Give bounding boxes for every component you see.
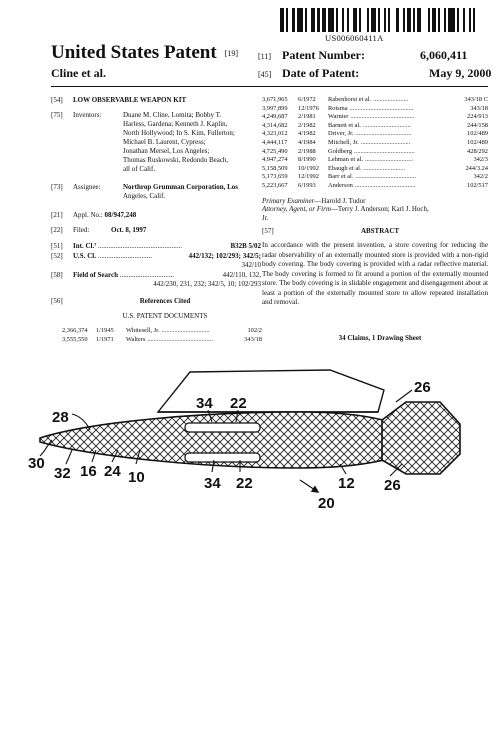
label-28: 28 bbox=[52, 409, 69, 426]
reference-date: 2/1982 bbox=[298, 121, 316, 129]
label-24: 24 bbox=[104, 463, 121, 480]
reference-num: 4,323,012 bbox=[262, 130, 288, 138]
reference-num: 5,158,509 bbox=[262, 164, 288, 172]
reference-num: 4,444,117 bbox=[262, 138, 288, 146]
tail-cone bbox=[382, 402, 460, 474]
label-20: 20 bbox=[318, 495, 335, 512]
reference-cls: 224/913 bbox=[467, 113, 488, 121]
upper-lug-slot bbox=[185, 423, 260, 432]
reference-num: 5,223,667 bbox=[262, 181, 288, 189]
appl-label: Appl. No.: bbox=[73, 211, 103, 219]
reference-name: Anderson bbox=[328, 181, 353, 189]
reference-dots: ........................................ bbox=[350, 113, 415, 121]
reference-title-cell bbox=[328, 148, 448, 157]
refs-subtitle: U.S. PATENT DOCUMENTS bbox=[122, 312, 208, 320]
reference-dots: .............................. bbox=[362, 121, 411, 129]
appl-row bbox=[51, 211, 136, 220]
uscl-value-2: 342/10 bbox=[241, 261, 261, 269]
reference-cls: 102/2 bbox=[247, 327, 262, 334]
inventors-label: Inventors: bbox=[73, 111, 102, 119]
inventor-line: all of Calif. bbox=[123, 165, 156, 173]
attorney-label: Attorney, Agent, or Firm bbox=[262, 205, 331, 213]
reference-cls: 244/3.24 bbox=[465, 164, 488, 172]
reference-cls: 342/3 bbox=[473, 156, 488, 164]
reference-num: 5,173,659 bbox=[262, 173, 288, 181]
country-tag: [19] bbox=[224, 49, 239, 59]
patent-date: May 9, 2000 bbox=[429, 66, 492, 80]
uscl-dots: ............................... bbox=[97, 252, 152, 260]
label-32: 32 bbox=[54, 465, 71, 482]
attorney-name: —Terry J. Anderson; Karl J. Hoch, bbox=[330, 205, 429, 213]
reference-title-cell bbox=[328, 165, 448, 174]
reference-title-cell bbox=[328, 130, 448, 139]
assignee-value bbox=[123, 183, 263, 201]
uscl-label: U.S. Cl. bbox=[73, 252, 96, 260]
label-26-bottom: 26 bbox=[384, 477, 401, 494]
reference-title-cell bbox=[328, 96, 448, 105]
reference-name: Ebaugh et al. bbox=[328, 164, 362, 172]
title-row bbox=[51, 96, 186, 105]
intcl-tag: [51] bbox=[51, 242, 63, 250]
label-10: 10 bbox=[128, 469, 145, 486]
reference-name: Whitesell, Jr. bbox=[126, 327, 160, 334]
reference-num: 2,366,374 bbox=[62, 327, 88, 334]
reference-num: 4,947,274 bbox=[262, 156, 288, 164]
reference-row bbox=[262, 156, 488, 165]
reference-cls: 343/18 C bbox=[464, 96, 488, 103]
reference-dots: ...................... bbox=[373, 96, 409, 103]
reference-date: 8/1990 bbox=[298, 156, 316, 164]
barcode bbox=[280, 8, 480, 32]
inventor-line: Duane M. Cline, Lomita; Bobby T. bbox=[123, 111, 222, 119]
reference-date: 2/1988 bbox=[298, 147, 316, 155]
label-12: 12 bbox=[338, 475, 355, 492]
reference-dots: ........................................ bbox=[349, 104, 414, 112]
reference-title-cell bbox=[328, 122, 448, 131]
weapon-kit-drawing bbox=[0, 350, 500, 520]
reference-title-cell bbox=[328, 139, 448, 148]
reference-name: Barnett et al. bbox=[328, 121, 361, 129]
filed-label: Filed: bbox=[73, 226, 90, 234]
label-34-bottom: 34 bbox=[204, 475, 221, 492]
left-references bbox=[62, 327, 262, 344]
reference-row bbox=[262, 130, 488, 139]
invention-title: LOW OBSERVABLE WEAPON KIT bbox=[73, 96, 187, 104]
examiner-label: Primary Examiner bbox=[262, 197, 315, 205]
reference-dots: .............................. bbox=[161, 327, 210, 334]
search-tag: [58] bbox=[51, 271, 63, 279]
inventors-short: Cline et al. bbox=[51, 66, 106, 80]
label-16: 16 bbox=[80, 463, 97, 480]
filed-tag: [22] bbox=[51, 226, 63, 234]
reference-cls: 102/489 bbox=[467, 130, 488, 138]
claims-text: 34 Claims, 1 Drawing Sheet bbox=[338, 334, 422, 342]
reference-date: 1/1945 bbox=[96, 327, 114, 334]
reference-num: 4,249,687 bbox=[262, 113, 288, 121]
date-tag: [45] bbox=[258, 70, 272, 79]
abstract-title bbox=[300, 227, 460, 236]
reference-date: 12/1992 bbox=[298, 173, 319, 181]
assignee-tag: [73] bbox=[51, 183, 63, 191]
assignee-line-1: Northrop Grumman Corporation, Los bbox=[123, 183, 238, 191]
inventors-tag: [75] bbox=[51, 111, 63, 119]
reference-date: 12/1976 bbox=[298, 104, 319, 112]
reference-title-cell bbox=[126, 336, 228, 345]
appl-tag: [21] bbox=[51, 211, 63, 219]
barcode-bar bbox=[475, 8, 479, 32]
title-tag: [54] bbox=[51, 96, 63, 104]
intcl-dots: ................................................ bbox=[98, 242, 183, 250]
abstract-title-text: ABSTRACT bbox=[360, 227, 400, 235]
reference-dots: ...................................... bbox=[354, 181, 416, 189]
reference-row bbox=[262, 96, 488, 105]
intcl-label: Int. Cl.⁷ bbox=[73, 242, 97, 250]
reference-row bbox=[262, 165, 488, 174]
reference-dots: ...................................... bbox=[354, 147, 415, 155]
search-value: 442/110, 132, bbox=[222, 271, 261, 279]
assignee-row bbox=[51, 183, 101, 192]
uscl-value-box bbox=[170, 252, 261, 261]
reference-dots: .......................... bbox=[363, 164, 406, 172]
inventors-list bbox=[123, 111, 263, 174]
uscl-tag: [52] bbox=[51, 252, 63, 260]
reference-date: 2/1981 bbox=[298, 113, 316, 121]
reference-title-cell bbox=[328, 113, 448, 122]
reference-date: 6/1972 bbox=[298, 96, 316, 103]
reference-date: 10/1992 bbox=[298, 164, 319, 172]
pylon-shape bbox=[158, 370, 384, 412]
inventor-line: Thomas Ruskowski, Redondo Beach, bbox=[123, 156, 229, 164]
reference-row bbox=[262, 105, 488, 114]
reference-dots: ................................... bbox=[355, 130, 412, 138]
reference-date: 6/1993 bbox=[298, 181, 316, 189]
patent-number-row bbox=[258, 48, 488, 63]
reference-name: Mitchell, Jr. bbox=[328, 138, 359, 146]
search-value-box bbox=[200, 271, 261, 280]
reference-row bbox=[262, 148, 488, 157]
reference-name: Barr et al. bbox=[328, 173, 354, 181]
search-value-2: 442/230, 231, 232; 342/5, 10; 102/293 bbox=[153, 280, 261, 288]
attorney-row bbox=[262, 205, 488, 214]
lower-lug-slot bbox=[185, 453, 260, 462]
claims-line bbox=[300, 334, 460, 343]
reference-name: Rotsma bbox=[328, 104, 348, 112]
reference-row bbox=[262, 139, 488, 148]
inventor-line: Michael B. Laurent, Cypress; bbox=[123, 138, 206, 146]
reference-name: Driver, Jr. bbox=[328, 130, 354, 138]
intcl-value-box bbox=[220, 242, 261, 251]
reference-dots: ...................................... bbox=[355, 173, 417, 181]
assignee-line-2: Angeles, Calif. bbox=[123, 192, 166, 200]
inventor-line: Jonathan Mersel, Los Angeles; bbox=[123, 147, 210, 155]
reference-row bbox=[262, 122, 488, 131]
reference-date: 1/1971 bbox=[96, 335, 114, 343]
abstract-tag: [57] bbox=[262, 227, 274, 235]
label-26-top: 26 bbox=[414, 379, 431, 396]
reference-dots: ......................................... bbox=[147, 335, 213, 343]
reference-cls: 343/18 bbox=[244, 335, 262, 343]
intcl-value: B32B 5/02 bbox=[230, 242, 261, 250]
reference-num: 3,555,550 bbox=[62, 335, 88, 343]
reference-cls: 343/18 bbox=[470, 104, 488, 112]
patent-number: 6,060,411 bbox=[420, 48, 468, 62]
refs-title-text: References Cited bbox=[139, 297, 191, 305]
reference-cls: 102/517 bbox=[467, 181, 488, 189]
refs-title bbox=[100, 297, 230, 306]
reference-title-cell bbox=[328, 105, 448, 114]
examiner-name: —Harold J. Tudor bbox=[314, 197, 366, 205]
reference-num: 4,314,682 bbox=[262, 121, 288, 129]
inventor-line: Harless, Gardena; Kenneth J. Kaplin, bbox=[123, 120, 228, 128]
patent-number-label: Patent Number: bbox=[282, 48, 365, 62]
reference-title-cell bbox=[126, 327, 228, 336]
reference-name: Rabenhorst et al. bbox=[328, 96, 372, 103]
reference-title-cell bbox=[328, 182, 448, 191]
reference-row bbox=[262, 173, 488, 182]
appl-number: 08/947,248 bbox=[104, 211, 137, 219]
reference-title-cell bbox=[328, 156, 448, 165]
reference-row bbox=[62, 336, 262, 345]
right-references bbox=[262, 96, 488, 191]
reference-name: Warnier bbox=[328, 113, 349, 121]
reference-cls: 428/292 bbox=[467, 147, 488, 155]
reference-cls: 102/489 bbox=[467, 138, 488, 146]
label-22-bottom: 22 bbox=[236, 475, 253, 492]
label-34-top: 34 bbox=[196, 395, 213, 412]
search-dots: ............................... bbox=[119, 271, 174, 279]
reference-num: 3,997,899 bbox=[262, 104, 288, 112]
header-rule bbox=[51, 86, 488, 87]
patent-number-tag: [11] bbox=[258, 52, 272, 61]
reference-date: 4/1984 bbox=[298, 138, 316, 146]
label-22-top: 22 bbox=[230, 395, 247, 412]
reference-name: Lehman et al. bbox=[328, 156, 363, 164]
assignee-label: Assignee: bbox=[73, 183, 101, 191]
label-30: 30 bbox=[28, 455, 45, 472]
reference-row bbox=[62, 327, 262, 336]
barcode-number: US006060411A bbox=[325, 33, 384, 43]
reference-dots: ............................... bbox=[360, 138, 411, 146]
reference-cls: 342/2 bbox=[473, 173, 488, 181]
date-label: Date of Patent: bbox=[282, 66, 360, 80]
patent-country-title bbox=[51, 42, 238, 64]
attorney-name-2: Jr. bbox=[262, 214, 269, 222]
date-row bbox=[258, 66, 492, 81]
country-label: United States Patent bbox=[51, 42, 217, 63]
reference-name: Walters bbox=[126, 335, 146, 343]
abstract-text: In accordance with the present invention, a store covering for reducing the radar observability of an externally mounted store is provided with a non-rigid body covering. The body covering is provided with a radar reflective material. The body covering is formed to fit around a portion of the externally mounted store. The body covering is in slidable engagement and disengagement about at least a portion of the externally mounted store to allow repeated installation and removal. bbox=[262, 241, 488, 306]
reference-cls: 244/158 bbox=[467, 121, 488, 129]
filed-row bbox=[51, 226, 146, 235]
reference-row bbox=[262, 182, 488, 191]
reference-row bbox=[262, 113, 488, 122]
search-label: Field of Search bbox=[73, 271, 118, 279]
reference-title-cell bbox=[328, 173, 448, 182]
reference-date: 4/1982 bbox=[298, 130, 316, 138]
uscl-value: 442/132; 102/293; 342/5; bbox=[188, 252, 261, 260]
refs-tag: [56] bbox=[51, 297, 63, 305]
reference-num: 4,725,490 bbox=[262, 147, 288, 155]
reference-num: 3,671,965 bbox=[262, 96, 288, 103]
filed-date: Oct. 8, 1997 bbox=[111, 226, 147, 234]
reference-dots: .............................. bbox=[364, 156, 413, 164]
reference-name: Goldberg bbox=[328, 147, 353, 155]
inventor-line: North Hollywood; In S. Kim, Fullerton; bbox=[123, 129, 235, 137]
